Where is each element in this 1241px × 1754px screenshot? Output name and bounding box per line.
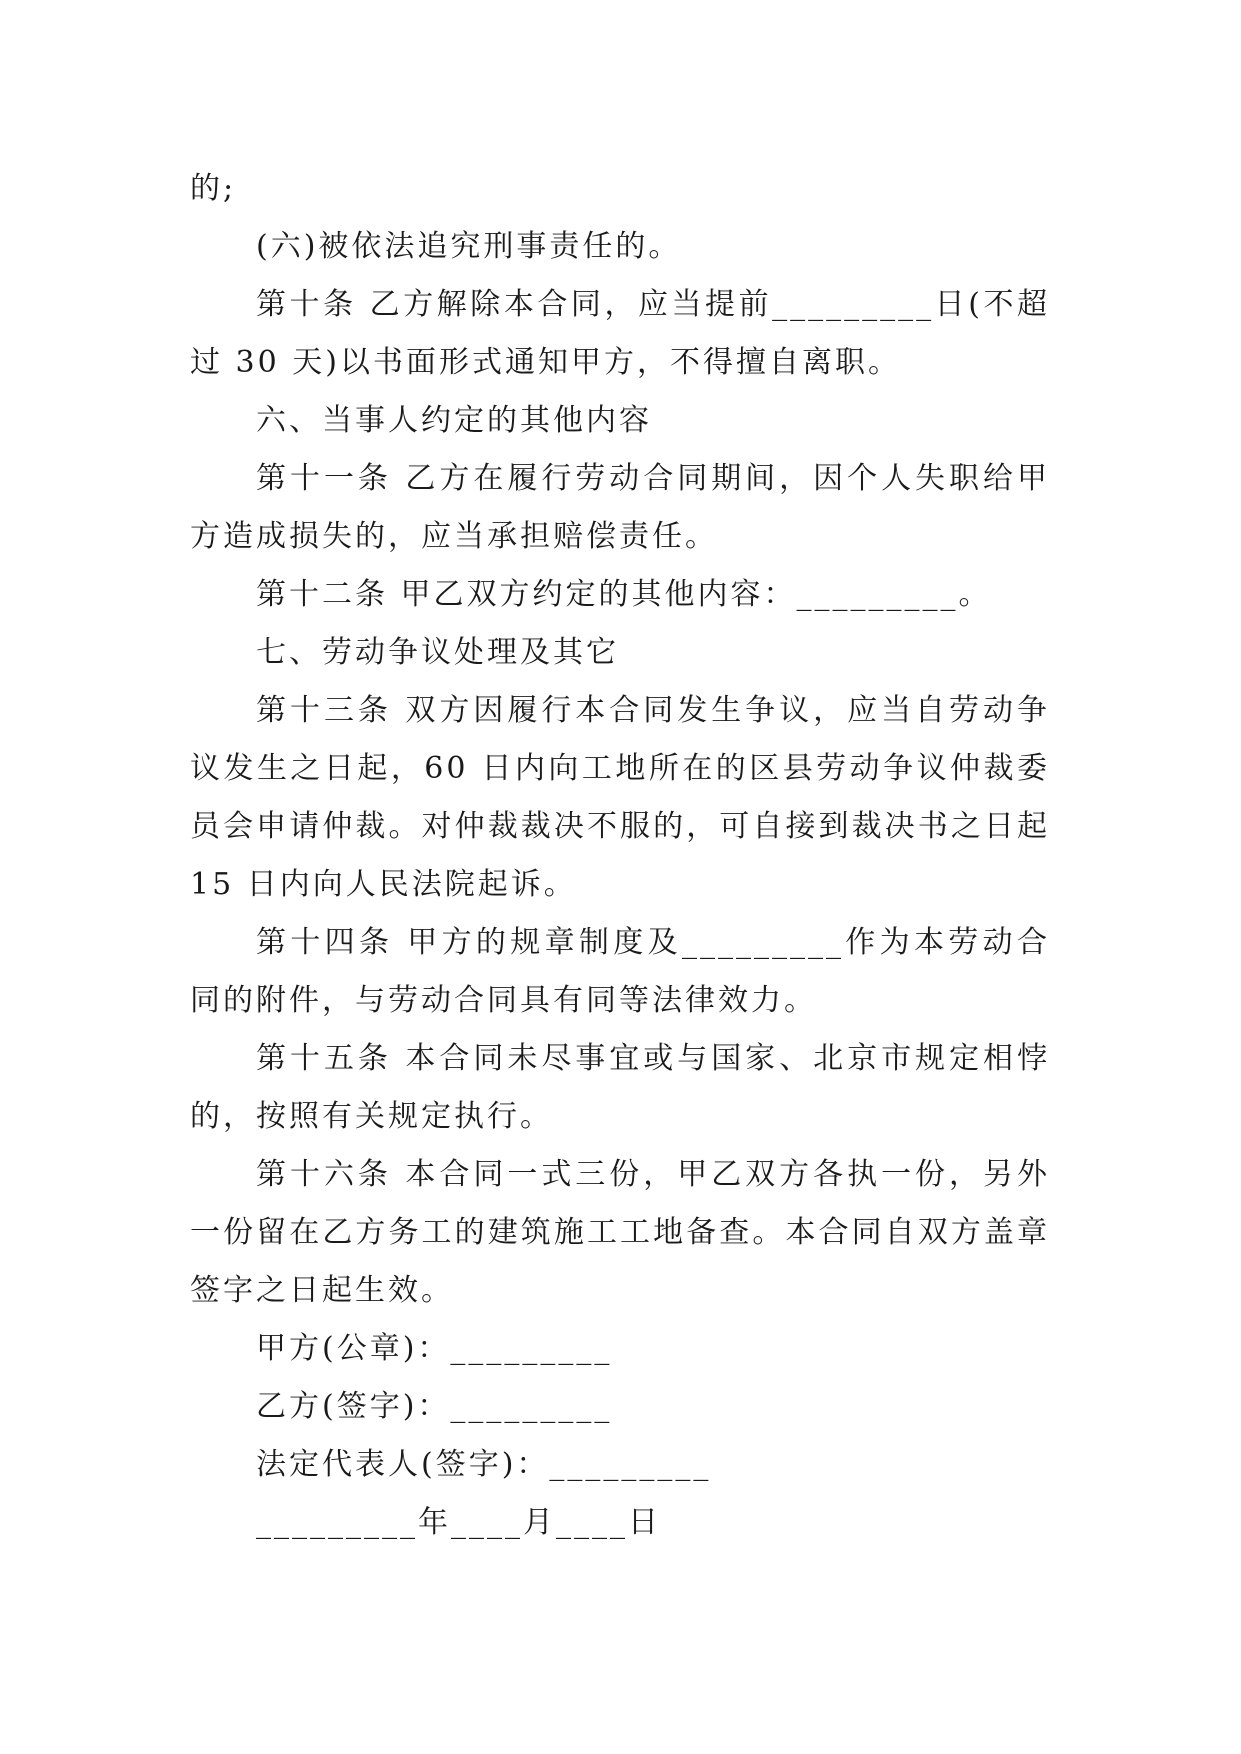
document-body — [190, 160, 1050, 1552]
signature-party-a: 甲方(公章)：_________ — [256, 1331, 613, 1366]
article-14: 第十四条 甲方的规章制度及_________作为本劳动合同的附件，与劳动合同具有同等法律效力。 — [190, 925, 1050, 1018]
article-12: 第十二条 甲乙双方约定的其他内容：_________。 — [256, 577, 992, 612]
signature-date: _________年____月____日 — [256, 1505, 661, 1540]
signature-party-b: 乙方(签字)：_________ — [256, 1389, 613, 1424]
article-13: 第十三条 双方因履行本合同发生争议，应当自劳动争议发生之日起，60 日内向工地所在的区县劳动争议仲裁委员会申请仲裁。对仲裁裁决不服的，可自接到裁决书之日起 15 日内向人民法院起诉。 — [190, 693, 1050, 902]
signature-legal-representative: 法定代表人(签字)：_________ — [256, 1447, 712, 1482]
article-15: 第十五条 本合同未尽事宜或与国家、北京市规定相悖的，按照有关规定执行。 — [190, 1041, 1050, 1134]
section-heading-7: 七、劳动争议处理及其它 — [256, 635, 619, 670]
paragraph-continuation: 的; — [190, 171, 237, 206]
paragraph-item-six: (六)被依法追究刑事责任的。 — [256, 229, 682, 264]
section-heading-6: 六、当事人约定的其他内容 — [256, 403, 652, 438]
article-11: 第十一条 乙方在履行劳动合同期间，因个人失职给甲方造成损失的，应当承担赔偿责任。 — [190, 461, 1050, 554]
article-10: 第十条 乙方解除本合同，应当提前_________日(不超过 30 天)以书面形式通知甲方，不得擅自离职。 — [190, 287, 1050, 380]
article-16: 第十六条 本合同一式三份，甲乙双方各执一份，另外一份留在乙方务工的建筑施工工地备查。本合同自双方盖章签字之日起生效。 — [190, 1157, 1050, 1308]
